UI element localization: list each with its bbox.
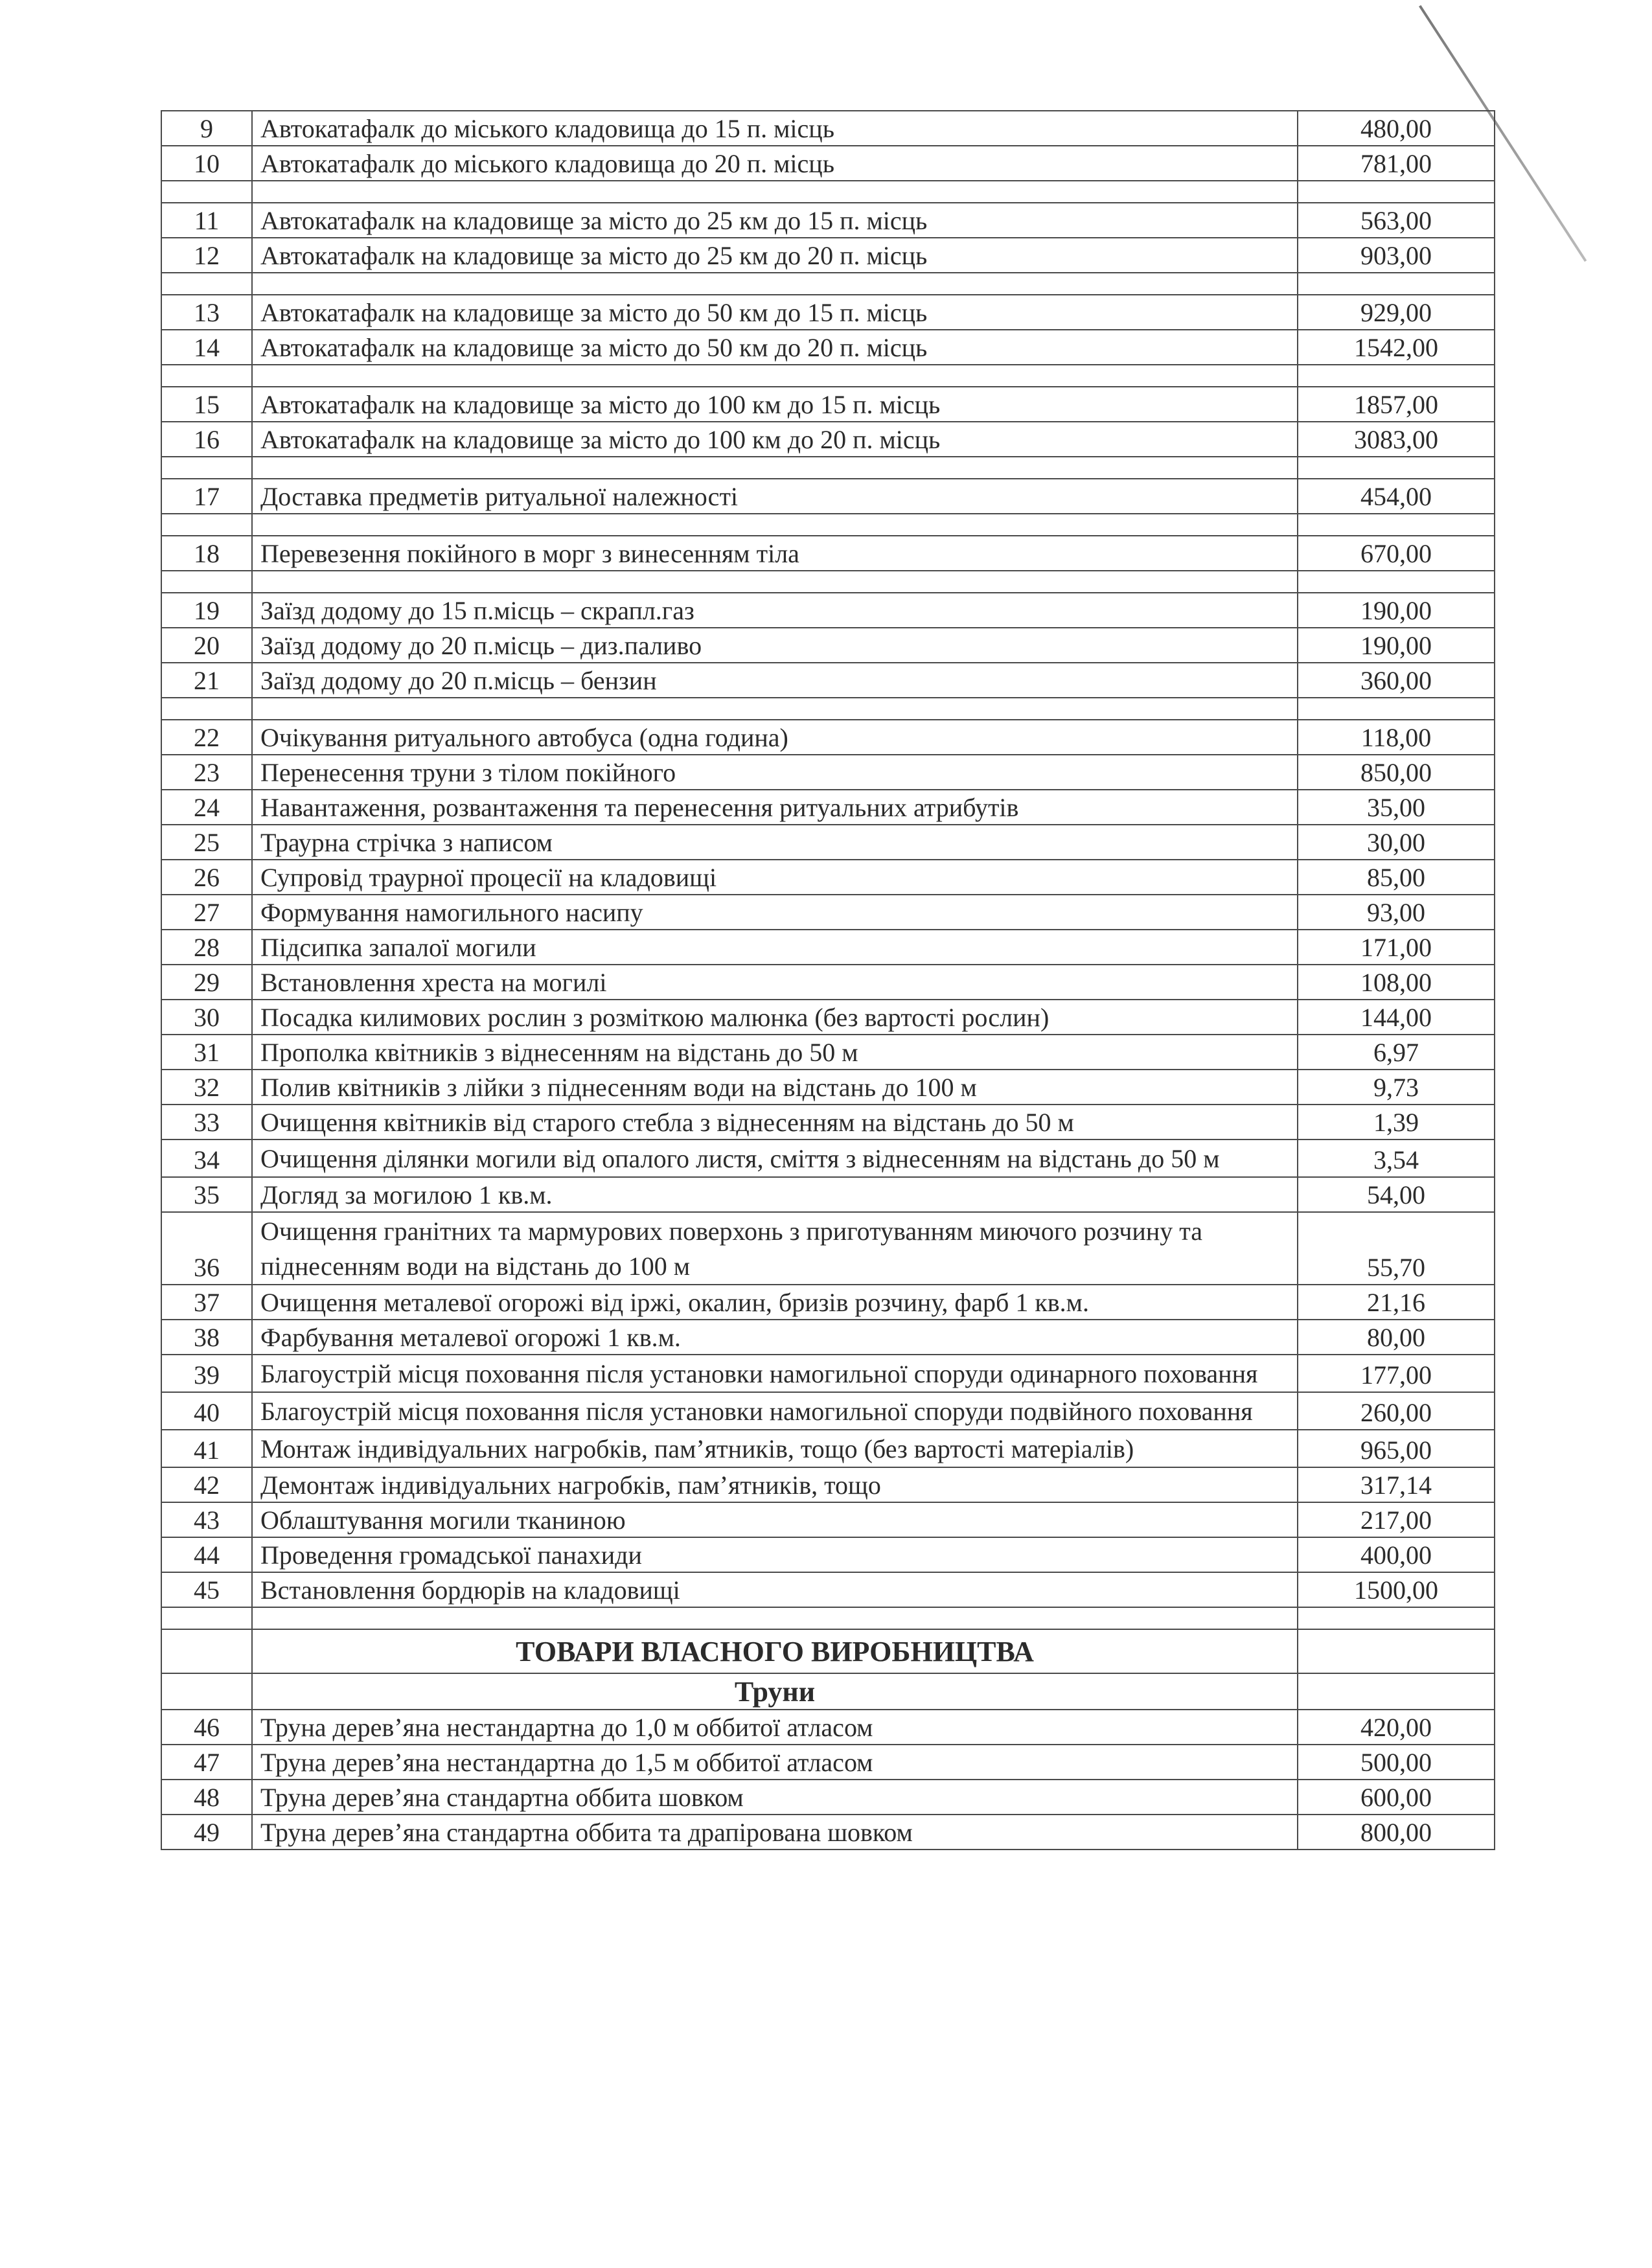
service-name-cell [252,514,1298,536]
table-row [161,1285,1495,1320]
price-table-body [161,111,1495,1850]
price-cell [1298,514,1495,536]
service-price: 781,00 [1298,146,1495,181]
price-cell [1298,1607,1495,1629]
row-number: 47 [161,1745,252,1780]
table-row [161,479,1495,514]
service-price: 1500,00 [1298,1572,1495,1607]
service-name-cell [252,571,1298,593]
service-name: Проведення громадської панахиди [252,1537,1298,1572]
row-number-cell [161,273,252,295]
table-row [161,1392,1495,1430]
row-number: 17 [161,479,252,514]
table-row [161,1212,1495,1285]
service-name: Підсипка запалої могили [252,930,1298,965]
table-row [161,238,1495,273]
service-price: 21,16 [1298,1285,1495,1320]
service-price: 903,00 [1298,238,1495,273]
service-name: Автокатафалк на кладовище за місто до 25 км до 20 п. місць [252,238,1298,273]
service-name-cell [252,181,1298,203]
table-row [161,930,1495,965]
table-row [161,1745,1495,1780]
row-number: 23 [161,755,252,790]
table-row [161,1355,1495,1392]
service-name: Фарбування металевої огорожі 1 кв.м. [252,1320,1298,1355]
table-row [161,755,1495,790]
spacer-row [161,514,1495,536]
service-price: 500,00 [1298,1745,1495,1780]
table-row [161,628,1495,663]
row-number: 35 [161,1177,252,1212]
row-number: 39 [161,1355,252,1392]
section-title: ТОВАРИ ВЛАСНОГО ВИРОБНИЦТВА [252,1629,1298,1673]
price-cell [1298,571,1495,593]
row-number: 21 [161,663,252,698]
table-row [161,1000,1495,1035]
service-price: 144,00 [1298,1000,1495,1035]
service-price: 454,00 [1298,479,1495,514]
service-name: Перевезення покійного в морг з винесенням тіла [252,536,1298,571]
price-table [161,110,1495,1850]
row-number: 34 [161,1140,252,1177]
service-name-cell [252,698,1298,720]
service-price: 177,00 [1298,1355,1495,1392]
row-number: 11 [161,203,252,238]
row-number: 16 [161,422,252,457]
row-number: 43 [161,1502,252,1537]
service-name: Монтаж індивідуальних нагробків, пам’ятників, тощо (без вартості матеріалів) [252,1430,1298,1467]
service-name: Полив квітників з лійки з піднесенням води на відстань до 100 м [252,1070,1298,1105]
row-number-cell [161,698,252,720]
service-price: 6,97 [1298,1035,1495,1070]
table-row [161,1537,1495,1572]
table-row [161,860,1495,895]
price-cell [1298,698,1495,720]
table-row [161,295,1495,330]
price-cell [1298,365,1495,387]
row-number: 12 [161,238,252,273]
spacer-row [161,698,1495,720]
service-price: 317,14 [1298,1467,1495,1502]
row-number: 27 [161,895,252,930]
row-number: 14 [161,330,252,365]
table-row [161,1070,1495,1105]
service-price: 400,00 [1298,1537,1495,1572]
service-price: 600,00 [1298,1780,1495,1815]
service-name: Автокатафалк на кладовище за місто до 100 км до 20 п. місць [252,422,1298,457]
table-row [161,203,1495,238]
table-row [161,1140,1495,1177]
row-number: 40 [161,1392,252,1430]
service-name: Навантаження, розвантаження та перенесення ритуальних атрибутів [252,790,1298,825]
service-price: 55,70 [1298,1212,1495,1285]
service-name: Демонтаж індивідуальних нагробків, пам’ятників, тощо [252,1467,1298,1502]
service-price: 360,00 [1298,663,1495,698]
service-name: Автокатафалк до міського кладовища до 20 п. місць [252,146,1298,181]
table-row [161,387,1495,422]
service-price: 118,00 [1298,720,1495,755]
table-row [161,1105,1495,1140]
row-number: 33 [161,1105,252,1140]
service-name: Труна дерев’яна нестандартна до 1,5 м оббитої атласом [252,1745,1298,1780]
service-name: Очікування ритуального автобуса (одна година) [252,720,1298,755]
service-price: 85,00 [1298,860,1495,895]
row-number-cell [161,1629,252,1673]
row-number-cell [161,365,252,387]
service-price: 1,39 [1298,1105,1495,1140]
table-row [161,663,1495,698]
table-row [161,1467,1495,1502]
service-price: 3,54 [1298,1140,1495,1177]
table-row [161,1815,1495,1850]
service-name: Благоустрій місця поховання після установки намогильної споруди одинарного поховання [252,1355,1298,1392]
row-number: 29 [161,965,252,1000]
service-price: 190,00 [1298,593,1495,628]
service-price: 260,00 [1298,1392,1495,1430]
table-row [161,1177,1495,1212]
row-number-cell [161,457,252,479]
service-name-cell [252,1607,1298,1629]
service-price: 480,00 [1298,111,1495,146]
table-row [161,593,1495,628]
service-name: Заїзд додому до 20 п.місць – диз.паливо [252,628,1298,663]
price-cell [1298,181,1495,203]
service-price: 171,00 [1298,930,1495,965]
service-name: Благоустрій місця поховання після установки намогильної споруди подвійного поховання [252,1392,1298,1430]
service-name-cell [252,365,1298,387]
row-number: 48 [161,1780,252,1815]
service-price: 217,00 [1298,1502,1495,1537]
service-price: 80,00 [1298,1320,1495,1355]
service-name: Автокатафалк на кладовище за місто до 50 км до 20 п. місць [252,330,1298,365]
service-name: Заїзд додому до 20 п.місць – бензин [252,663,1298,698]
table-row [161,1780,1495,1815]
table-row [161,825,1495,860]
table-row [161,965,1495,1000]
section-header-row [161,1629,1495,1673]
table-row [161,422,1495,457]
table-row [161,1572,1495,1607]
row-number: 30 [161,1000,252,1035]
service-name: Доставка предметів ритуальної належності [252,479,1298,514]
subsection-header-row [161,1673,1495,1710]
row-number: 24 [161,790,252,825]
service-price: 850,00 [1298,755,1495,790]
table-row [161,536,1495,571]
row-number: 20 [161,628,252,663]
row-number: 13 [161,295,252,330]
service-price: 93,00 [1298,895,1495,930]
service-name: Встановлення хреста на могилі [252,965,1298,1000]
table-row [161,720,1495,755]
service-name: Прополка квітників з віднесенням на відстань до 50 м [252,1035,1298,1070]
service-name-cell [252,457,1298,479]
service-name: Встановлення бордюрів на кладовищі [252,1572,1298,1607]
spacer-row [161,457,1495,479]
service-price: 1542,00 [1298,330,1495,365]
service-price: 563,00 [1298,203,1495,238]
service-name: Формування намогильного насипу [252,895,1298,930]
table-row [161,111,1495,146]
table-row [161,1430,1495,1467]
row-number: 44 [161,1537,252,1572]
row-number: 37 [161,1285,252,1320]
row-number: 49 [161,1815,252,1850]
table-row [161,1710,1495,1745]
row-number: 25 [161,825,252,860]
row-number-cell [161,571,252,593]
service-name: Посадка килимових рослин з розміткою малюнка (без вартості рослин) [252,1000,1298,1035]
row-number: 28 [161,930,252,965]
service-price: 108,00 [1298,965,1495,1000]
row-number: 18 [161,536,252,571]
spacer-row [161,1607,1495,1629]
service-name: Очищення металевої огорожі від іржі, окалин, бризів розчину, фарб 1 кв.м. [252,1285,1298,1320]
table-row [161,1320,1495,1355]
service-price: 190,00 [1298,628,1495,663]
service-name: Заїзд додому до 15 п.місць – скрапл.газ [252,593,1298,628]
service-name: Автокатафалк на кладовище за місто до 25 км до 15 п. місць [252,203,1298,238]
service-name: Супровід траурної процесії на кладовищі [252,860,1298,895]
service-name-cell [252,273,1298,295]
row-number-cell [161,514,252,536]
service-price: 420,00 [1298,1710,1495,1745]
spacer-row [161,571,1495,593]
row-number: 15 [161,387,252,422]
subsection-title: Труни [252,1673,1298,1710]
row-number-cell [161,1673,252,1710]
service-price: 670,00 [1298,536,1495,571]
row-number: 9 [161,111,252,146]
table-row [161,1502,1495,1537]
price-cell [1298,457,1495,479]
service-name: Автокатафалк до міського кладовища до 15 п. місць [252,111,1298,146]
row-number: 41 [161,1430,252,1467]
service-name: Облаштування могили тканиною [252,1502,1298,1537]
row-number: 46 [161,1710,252,1745]
table-row [161,330,1495,365]
table-row [161,790,1495,825]
service-name: Труна дерев’яна стандартна оббита шовком [252,1780,1298,1815]
service-price: 929,00 [1298,295,1495,330]
price-cell [1298,1673,1495,1710]
service-price: 54,00 [1298,1177,1495,1212]
row-number-cell [161,1607,252,1629]
service-name: Очищення квітників від старого стебла з віднесенням на відстань до 50 м [252,1105,1298,1140]
service-price: 30,00 [1298,825,1495,860]
row-number: 10 [161,146,252,181]
price-cell [1298,273,1495,295]
service-name: Автокатафалк на кладовище за місто до 50 км до 15 п. місць [252,295,1298,330]
spacer-row [161,365,1495,387]
row-number: 38 [161,1320,252,1355]
service-name: Автокатафалк на кладовище за місто до 100 км до 15 п. місць [252,387,1298,422]
row-number: 26 [161,860,252,895]
service-price: 800,00 [1298,1815,1495,1850]
service-name: Очищення гранітних та мармурових поверхонь з приготуванням миючого розчину та піднесенням води на відстань до 100 м [252,1212,1298,1285]
service-name: Догляд за могилою 1 кв.м. [252,1177,1298,1212]
row-number: 36 [161,1212,252,1285]
table-row [161,1035,1495,1070]
spacer-row [161,181,1495,203]
service-name: Траурна стрічка з написом [252,825,1298,860]
row-number: 31 [161,1035,252,1070]
table-row [161,146,1495,181]
row-number-cell [161,181,252,203]
table-row [161,895,1495,930]
service-price: 3083,00 [1298,422,1495,457]
row-number: 22 [161,720,252,755]
row-number: 42 [161,1467,252,1502]
service-price: 1857,00 [1298,387,1495,422]
spacer-row [161,273,1495,295]
service-name: Труна дерев’яна нестандартна до 1,0 м оббитої атласом [252,1710,1298,1745]
row-number: 19 [161,593,252,628]
price-cell [1298,1629,1495,1673]
service-name: Очищення ділянки могили від опалого листя, сміття з віднесенням на відстань до 50 м [252,1140,1298,1177]
service-name: Труна дерев’яна стандартна оббита та драпірована шовком [252,1815,1298,1850]
service-price: 965,00 [1298,1430,1495,1467]
service-price: 35,00 [1298,790,1495,825]
row-number: 32 [161,1070,252,1105]
service-name: Перенесення труни з тілом покійного [252,755,1298,790]
service-price: 9,73 [1298,1070,1495,1105]
row-number: 45 [161,1572,252,1607]
